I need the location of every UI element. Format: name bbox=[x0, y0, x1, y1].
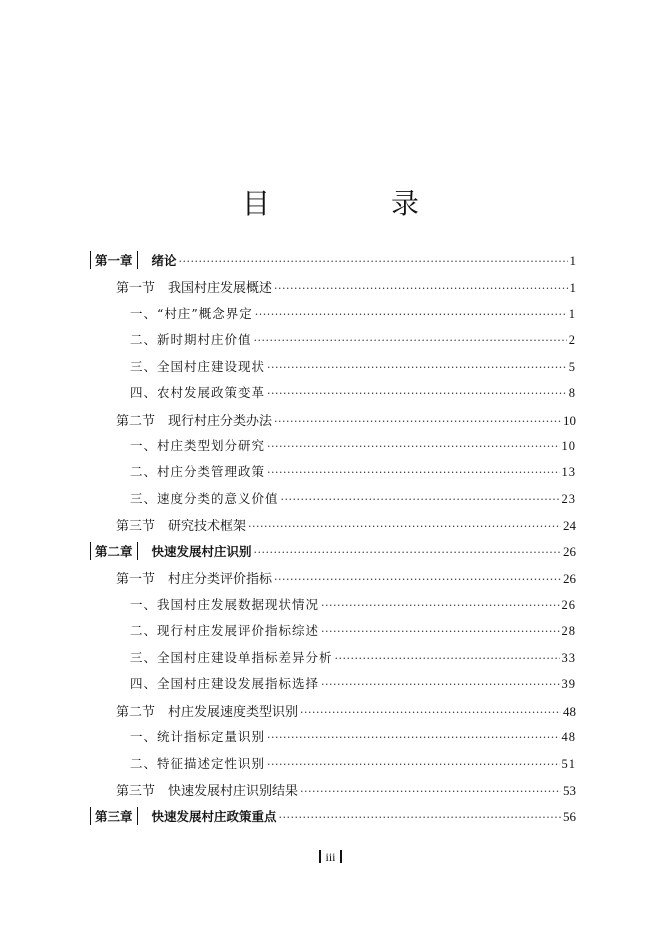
chapter-title: 快速发展村庄政策重点 bbox=[151, 809, 277, 824]
page-number: 26 bbox=[563, 544, 576, 559]
subsection-title: 一、村庄类型划分研究 bbox=[130, 438, 266, 453]
chapter-label: 第三章 bbox=[90, 807, 138, 825]
dot-leader bbox=[274, 415, 561, 428]
dot-leader bbox=[281, 493, 560, 506]
section-title: 第二节 现行村庄分类办法 bbox=[116, 414, 273, 429]
toc-entry-subsection[interactable] bbox=[130, 330, 576, 350]
chapter-title: 绪论 bbox=[151, 253, 177, 268]
subsection-title: 三、速度分类的意义价值 bbox=[130, 491, 279, 506]
toc-entry-section[interactable] bbox=[116, 780, 576, 800]
page-number: 53 bbox=[563, 783, 576, 798]
toc-entry-subsection[interactable] bbox=[130, 489, 576, 509]
dot-leader bbox=[267, 466, 559, 479]
toc-entry-subsection[interactable] bbox=[130, 595, 576, 615]
dot-leader bbox=[267, 731, 559, 744]
page-number: 10 bbox=[561, 439, 576, 453]
section-title: 第三节 快速发展村庄识别结果 bbox=[116, 784, 299, 799]
section-title: 第一节 我国村庄发展概述 bbox=[116, 281, 273, 296]
footer-bar-right bbox=[340, 850, 342, 863]
subsection-title: 三、全国村庄建设单指标差异分析 bbox=[130, 650, 333, 665]
page-number: 2 bbox=[568, 333, 576, 347]
toc-entry-section[interactable] bbox=[116, 277, 576, 297]
dot-leader bbox=[254, 334, 567, 347]
page-number: 24 bbox=[563, 518, 576, 533]
dot-leader bbox=[248, 520, 561, 533]
dot-leader bbox=[321, 625, 559, 638]
subsection-title: 三、全国村庄建设现状 bbox=[130, 359, 266, 374]
footer-bar-left bbox=[319, 850, 321, 863]
chapter-label: 第一章 bbox=[90, 251, 138, 269]
dot-leader bbox=[335, 652, 560, 665]
dot-leader bbox=[267, 361, 567, 374]
subsection-title: 一、统计指标定量识别 bbox=[130, 729, 266, 744]
page-number: 13 bbox=[561, 465, 576, 479]
page-number: 48 bbox=[561, 730, 576, 744]
page-number: 28 bbox=[561, 624, 576, 638]
toc-entry-section[interactable] bbox=[116, 701, 576, 721]
toc-entry-section[interactable] bbox=[116, 410, 576, 430]
subsection-title: 二、现行村庄发展评价指标综述 bbox=[130, 623, 320, 638]
toc-entry-chapter-2[interactable] bbox=[90, 542, 576, 562]
dot-leader bbox=[254, 546, 561, 559]
dot-leader bbox=[321, 599, 559, 612]
page-number: 1 bbox=[569, 280, 576, 295]
toc-entry-subsection[interactable] bbox=[130, 304, 576, 324]
toc-entry-chapter-1[interactable] bbox=[90, 251, 576, 271]
page-number: 1 bbox=[568, 307, 576, 321]
subsection-title: 二、特征描述定性识别 bbox=[130, 756, 266, 771]
page-number: 23 bbox=[561, 492, 576, 506]
subsection-title: 二、村庄分类管理政策 bbox=[130, 464, 266, 479]
dot-leader bbox=[267, 440, 559, 453]
dot-leader bbox=[179, 255, 568, 268]
dot-leader bbox=[255, 308, 567, 321]
section-title: 第三节 研究技术框架 bbox=[116, 519, 247, 534]
subsection-title: 二、新时期村庄价值 bbox=[130, 332, 252, 347]
dot-leader bbox=[279, 811, 561, 824]
toc-entry-subsection[interactable] bbox=[130, 462, 576, 482]
toc-entry-section[interactable] bbox=[116, 568, 576, 588]
dot-leader bbox=[267, 387, 567, 400]
toc-entry-subsection[interactable] bbox=[130, 436, 576, 456]
subsection-title: 四、全国村庄建设发展指标选择 bbox=[130, 676, 320, 691]
page-number: 48 bbox=[563, 704, 576, 719]
page-number: 1 bbox=[569, 253, 576, 268]
toc-entry-subsection[interactable] bbox=[130, 357, 576, 377]
toc-entry-subsection[interactable] bbox=[130, 754, 576, 774]
chapter-label: 第二章 bbox=[90, 542, 138, 560]
toc-entry-section[interactable] bbox=[116, 515, 576, 535]
toc-entry-subsection[interactable] bbox=[130, 383, 576, 403]
toc-entry-subsection[interactable] bbox=[130, 621, 576, 641]
dot-leader bbox=[321, 678, 559, 691]
dot-leader bbox=[274, 573, 561, 586]
chapter-title: 快速发展村庄识别 bbox=[151, 544, 252, 559]
section-title: 第二节 村庄发展速度类型识别 bbox=[116, 705, 299, 720]
page-number: 39 bbox=[561, 677, 576, 691]
page-title: 目 录 bbox=[242, 187, 475, 220]
toc-entry-subsection[interactable] bbox=[130, 727, 576, 747]
page-number: 33 bbox=[561, 651, 576, 665]
page-number: 10 bbox=[563, 413, 576, 428]
toc-entry-chapter-3[interactable] bbox=[90, 807, 576, 827]
page-number: 5 bbox=[568, 360, 576, 374]
section-title: 第一节 村庄分类评价指标 bbox=[116, 572, 273, 587]
dot-leader bbox=[267, 758, 559, 771]
toc-entry-subsection[interactable] bbox=[130, 674, 576, 694]
page-number: 26 bbox=[563, 571, 576, 586]
page-number: 8 bbox=[568, 386, 576, 400]
page-number: 51 bbox=[561, 757, 576, 771]
page-number: 26 bbox=[561, 598, 576, 612]
dot-leader bbox=[300, 706, 561, 719]
subsection-title: 一、“村庄”概念界定 bbox=[130, 306, 253, 321]
dot-leader bbox=[300, 785, 561, 798]
footer-page-number: iii bbox=[325, 850, 336, 864]
toc-entry-subsection[interactable] bbox=[130, 648, 576, 668]
subsection-title: 四、农村发展政策变革 bbox=[130, 385, 266, 400]
subsection-title: 一、我国村庄发展数据现状情况 bbox=[130, 597, 320, 612]
page-number: 56 bbox=[563, 809, 576, 824]
page-footer bbox=[0, 850, 661, 865]
dot-leader bbox=[274, 282, 567, 295]
